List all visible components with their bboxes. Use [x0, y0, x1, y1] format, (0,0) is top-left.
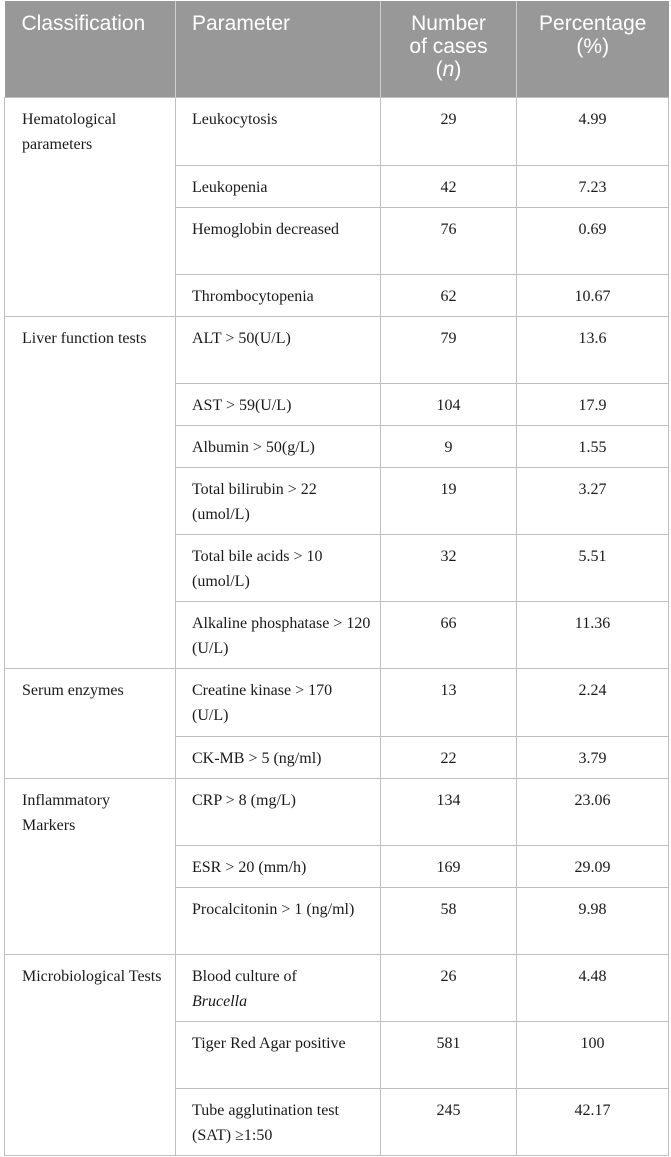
percentage-cell: 13.6 — [517, 316, 669, 383]
parameter-cell: Procalcitonin > 1 (ng/ml) — [176, 887, 381, 954]
cases-cell: 76 — [381, 207, 517, 274]
percentage-cell: 2.24 — [517, 668, 669, 736]
header-pct-line2: (%) — [576, 35, 610, 58]
percentage-cell: 0.69 — [517, 207, 669, 274]
parameter-text: Blood culture of — [192, 967, 297, 985]
cases-cell: 22 — [381, 736, 517, 778]
parameter-cell: Tube agglutination test (SAT) ≥1:50 — [176, 1088, 381, 1155]
percentage-cell: 11.36 — [517, 601, 669, 668]
table-body — [5, 97, 669, 1155]
parameter-cell: Total bilirubin > 22 (umol/L) — [176, 467, 381, 534]
cases-cell: 62 — [381, 274, 517, 316]
cases-cell: 13 — [381, 668, 517, 736]
header-cases-line3 — [389, 58, 508, 81]
cases-cell: 29 — [381, 97, 517, 165]
header-cases-line1: Number — [411, 12, 486, 35]
classification-cell: Serum enzymes — [5, 668, 176, 778]
header-cases-paren-close: ) — [454, 58, 462, 81]
classification-cell: Inflammatory Markers — [5, 778, 176, 954]
cases-cell: 134 — [381, 778, 517, 845]
table-row — [5, 97, 669, 165]
classification-cell: Hematological parameters — [5, 97, 176, 316]
parameter-cell: AST > 59(U/L) — [176, 383, 381, 425]
parameter-cell: Hemoglobin decreased — [176, 207, 381, 274]
parameter-cell — [176, 954, 381, 1021]
percentage-cell: 23.06 — [517, 778, 669, 845]
header-pct-line1: Percentage — [539, 12, 647, 35]
parameter-cell: CK-MB > 5 (ng/ml) — [176, 736, 381, 778]
table-row — [5, 316, 669, 383]
table-header — [5, 1, 669, 97]
parameter-cell: Thrombocytopenia — [176, 274, 381, 316]
cases-cell: 79 — [381, 316, 517, 383]
parameter-cell: Leukocytosis — [176, 97, 381, 165]
table-row — [5, 778, 669, 845]
cases-cell: 581 — [381, 1021, 517, 1088]
classification-cell: Microbiological Tests — [5, 954, 176, 1155]
cases-cell: 169 — [381, 845, 517, 887]
header-cases-paren-open: ( — [435, 58, 443, 81]
parameter-cell: Albumin > 50(g/L) — [176, 425, 381, 467]
parameter-cell: ALT > 50(U/L) — [176, 316, 381, 383]
percentage-cell: 42.17 — [517, 1088, 669, 1155]
parameter-cell: Creatine kinase > 170 (U/L) — [176, 668, 381, 736]
header-classification: Classification — [5, 1, 176, 97]
parameter-cell: CRP > 8 (mg/L) — [176, 778, 381, 845]
cases-cell: 32 — [381, 534, 517, 601]
percentage-cell: 3.79 — [517, 736, 669, 778]
classification-cell: Liver function tests — [5, 316, 176, 668]
cases-cell: 42 — [381, 165, 517, 207]
cases-cell: 26 — [381, 954, 517, 1021]
percentage-cell: 100 — [517, 1021, 669, 1088]
percentage-cell: 29.09 — [517, 845, 669, 887]
cases-cell: 245 — [381, 1088, 517, 1155]
parameter-cell: Tiger Red Agar positive — [176, 1021, 381, 1088]
percentage-cell: 4.48 — [517, 954, 669, 1021]
header-percentage — [517, 1, 669, 97]
percentage-cell: 7.23 — [517, 165, 669, 207]
percentage-cell: 10.67 — [517, 274, 669, 316]
percentage-cell: 5.51 — [517, 534, 669, 601]
table-row — [5, 668, 669, 736]
lab-findings-table — [4, 1, 669, 1156]
header-parameter: Parameter — [176, 1, 381, 97]
parameter-cell: Total bile acids > 10 (umol/L) — [176, 534, 381, 601]
percentage-cell: 1.55 — [517, 425, 669, 467]
cases-cell: 19 — [381, 467, 517, 534]
percentage-cell: 3.27 — [517, 467, 669, 534]
parameter-cell: Alkaline phosphatase > 120 (U/L) — [176, 601, 381, 668]
header-cases-line2: of cases — [409, 35, 488, 58]
cases-cell: 9 — [381, 425, 517, 467]
parameter-cell: Leukopenia — [176, 165, 381, 207]
table-row — [5, 954, 669, 1021]
header-number-of-cases — [381, 1, 517, 97]
percentage-cell: 9.98 — [517, 887, 669, 954]
parameter-cell: ESR > 20 (mm/h) — [176, 845, 381, 887]
cases-cell: 104 — [381, 383, 517, 425]
header-cases-n: n — [442, 58, 455, 81]
cases-cell: 58 — [381, 887, 517, 954]
parameter-italic-text: Brucella — [192, 992, 248, 1010]
cases-cell: 66 — [381, 601, 517, 668]
header-row — [5, 1, 669, 97]
percentage-cell: 4.99 — [517, 97, 669, 165]
percentage-cell: 17.9 — [517, 383, 669, 425]
